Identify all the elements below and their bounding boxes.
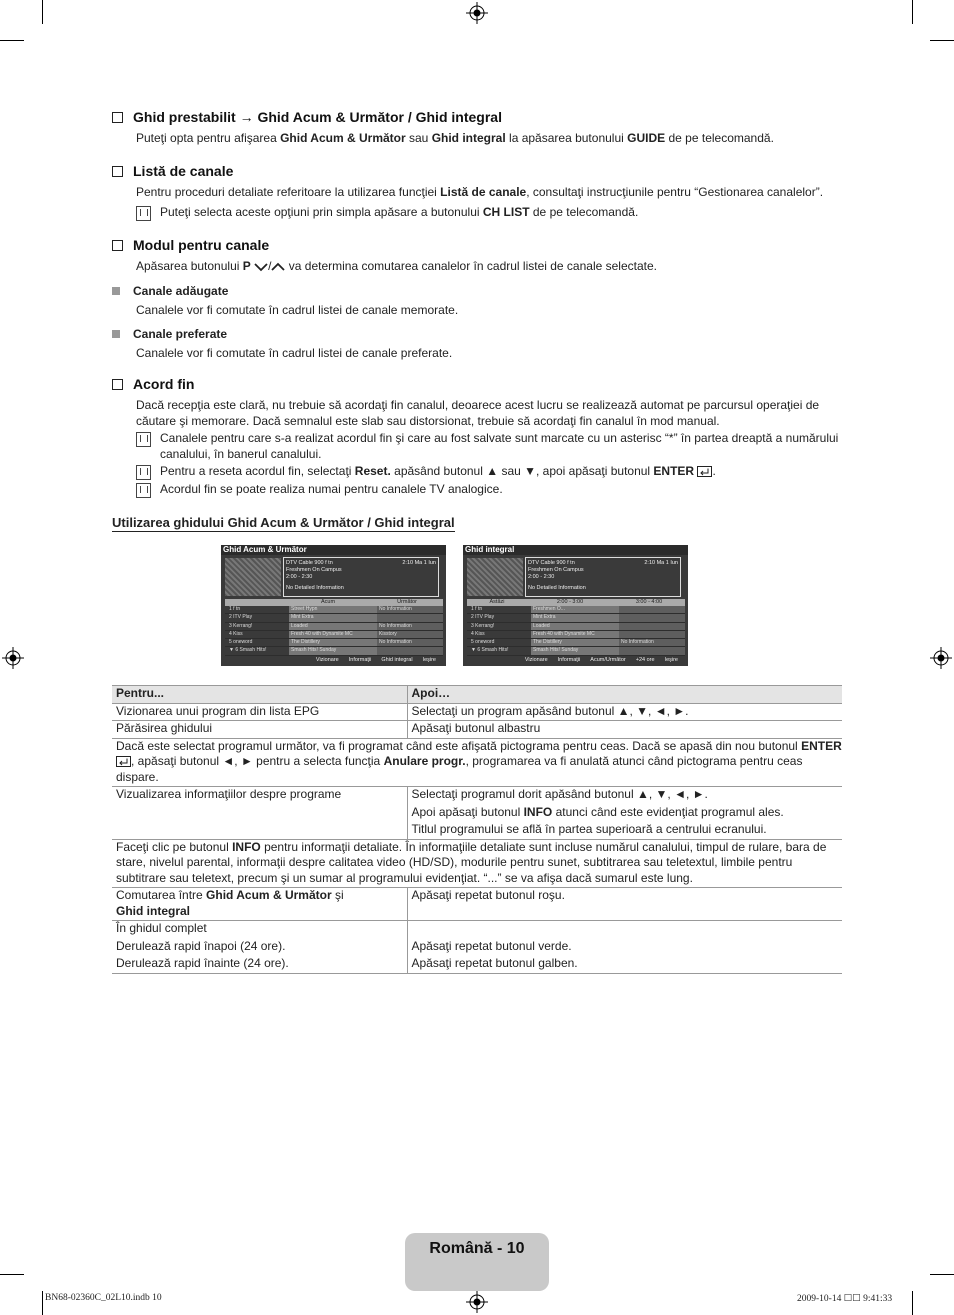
column-header: Următor — [397, 599, 417, 605]
program-title: Freshmen On Campus — [286, 567, 342, 573]
paragraph: Dacă recepţia este clară, nu trebuie să acordaţi fin canalul, deoarece acest lucru se realizează automat pe parcursul operaţiei de căutare şi memorare. Dacă semnalul este slab sau distorsionat, trebuie să acordaţi fin canalul în mod manual. — [136, 398, 820, 428]
column-header: 2:00 - 3:00 — [556, 599, 584, 605]
footer-hint: Acum/Următor — [590, 656, 626, 663]
note — [136, 464, 847, 480]
section-modul-canale — [112, 237, 847, 362]
column-header: 3:00 - 4:00 — [635, 599, 663, 605]
table-cell — [407, 921, 842, 974]
program-now: Mint Extra — [531, 614, 619, 621]
clock: 2:10 Ma 1 Iun — [644, 560, 678, 566]
crop-mark — [912, 0, 913, 24]
epg-row[interactable] — [467, 606, 685, 614]
clock: 2:10 Ma 1 Iun — [402, 560, 436, 566]
program-now: Mint Extra — [289, 614, 377, 621]
bold-text: INFO — [232, 839, 261, 854]
crop-mark — [912, 1291, 913, 1315]
program-now: The Distillery — [289, 639, 377, 646]
section-acord-fin — [112, 376, 847, 498]
program-now: Freshmen O... — [531, 606, 619, 613]
info-header — [528, 560, 678, 567]
registration-mark-icon — [466, 1291, 488, 1313]
subsection-title: Canale adăugate — [133, 283, 229, 298]
section-heading — [112, 109, 847, 125]
text: În ghidul complet — [116, 921, 207, 935]
program-now: Fresh 40 with Dynamite MC — [289, 631, 377, 638]
program-title: Freshmen On Campus — [528, 567, 584, 573]
program-next — [619, 631, 685, 638]
text: de pe telecomandă. — [529, 204, 639, 219]
footer-hint: Informaţii — [557, 656, 581, 663]
text: Puteţi selecta aceste opţiuni prin simpla apăsare a butonului — [160, 204, 483, 219]
checkbox-icon — [112, 379, 123, 390]
subsection-heading — [112, 284, 847, 298]
screen-footer — [221, 655, 446, 664]
bold-text: Ghid integral — [431, 131, 506, 145]
table-cell: Selectaţi un program apăsând butonul ▲, ▼, ◄, ►. — [407, 703, 842, 721]
text: atunci când este evidenţiat programul ales. — [552, 804, 784, 819]
text: Apăsaţi repetat butonul verde. — [411, 938, 572, 953]
note-icon — [136, 465, 151, 480]
note — [136, 431, 847, 462]
text: Selectaţi programul dorit apăsând butonul ▲, ▼, ◄, ►. — [411, 787, 708, 801]
text: , consultaţi instrucţiunile pentru “Gestionarea canalelor”. — [526, 185, 824, 199]
text: Apăsarea butonului — [136, 259, 243, 273]
epg-grid — [467, 599, 685, 656]
note-icon — [136, 206, 151, 221]
epg-row[interactable] — [225, 623, 443, 631]
footer-hint: Ghid integral — [381, 656, 413, 663]
time-slot: 2:00 - 2:30 — [286, 574, 313, 580]
program-next — [377, 647, 443, 654]
footer-hint: Vizionare — [315, 656, 339, 663]
program-next: No Information — [377, 623, 443, 630]
program-now: Smash Hits! Sunday — [289, 647, 377, 654]
bold-text: INFO — [523, 804, 553, 819]
text: Apăsaţi repetat butonul galben. — [411, 956, 578, 970]
bold-text: CH LIST — [482, 204, 530, 219]
section-ghid-prestabilit — [112, 109, 847, 147]
epg-row[interactable] — [225, 606, 443, 614]
enter-icon — [116, 756, 131, 767]
note-text: Canalele pentru care s-a realizat acordul fin şi care au fost salvate sunt marcate cu un asterisc “*” în partea dreaptă a numărului canalului, în banerul canalului. — [160, 431, 839, 461]
text: Titlul programului se află în partea superioară a centrului ecranului. — [411, 822, 767, 836]
text: Pentru a reseta acordul fin, selectaţi — [160, 464, 355, 478]
channel: 5 oneword — [229, 639, 253, 646]
screenshot-ghid-integral — [463, 545, 688, 666]
epg-row[interactable] — [225, 639, 443, 647]
page-label: Română - 10 — [429, 1240, 525, 1257]
grid-header — [467, 599, 685, 606]
time-slot: 2:00 - 2:30 — [528, 574, 555, 580]
epg-row[interactable] — [467, 623, 685, 631]
spacer — [225, 599, 285, 606]
program-details: No Detailed Information — [528, 585, 586, 591]
section-title: Listă de canale — [133, 163, 234, 179]
bold-text: ENTER — [653, 464, 695, 478]
text: la apăsarea butonului — [505, 131, 628, 145]
section-title: Modul pentru canale — [133, 237, 270, 253]
text: Derulează rapid înapoi (24 ore). — [116, 938, 286, 953]
column-header: Astăzi — [489, 599, 505, 605]
bold-text: P — [242, 259, 251, 273]
table-cell: Apăsaţi repetat butonul roşu. — [407, 888, 842, 921]
registration-mark-icon — [466, 2, 488, 24]
footer-hint: Informaţii — [348, 656, 372, 663]
epg-grid — [225, 599, 443, 656]
paragraph: Canalele vor fi comutate în cadrul listei de canale preferate. — [136, 346, 453, 360]
info-header — [286, 560, 436, 567]
note — [136, 205, 847, 221]
table-row — [112, 839, 842, 888]
table-cell — [112, 888, 407, 921]
program-next: No Information — [377, 606, 443, 613]
channel: 3 Kerrang! — [471, 622, 495, 629]
paragraph — [136, 131, 847, 147]
channel: ▼ 6 Smash Hits! — [229, 647, 267, 654]
text: Comutarea între — [116, 888, 207, 902]
text: Derulează rapid înainte (24 ore). — [116, 956, 289, 970]
table-cell: Apăsaţi butonul albastru — [407, 721, 842, 739]
note-icon — [136, 483, 151, 498]
program-now: Loaded — [289, 623, 377, 630]
epg-row[interactable] — [225, 631, 443, 639]
bullet-square-icon — [112, 330, 120, 338]
print-file-info: BN68-02360C_02L10.indb 10 — [45, 1293, 162, 1303]
epg-row[interactable] — [225, 614, 443, 622]
channel: 1 f tn — [471, 606, 483, 612]
note-text: Acordul fin se poate realiza numai pentru canalele TV analogice. — [160, 482, 503, 496]
paragraph: Apăsarea butonului P / va determina comutarea canalelor în cadrul listei de canale selectate. — [136, 259, 657, 273]
program-now: Loaded — [531, 623, 619, 630]
note-text — [160, 205, 638, 221]
checkbox-icon — [112, 166, 123, 177]
text: de pe telecomandă. — [665, 131, 774, 145]
text: Faceţi clic pe butonul — [116, 839, 233, 854]
bold-text: ENTER — [801, 738, 842, 753]
table-cell: Vizualizarea informaţiilor despre programe — [112, 787, 407, 840]
section-heading — [112, 163, 847, 179]
chevron-up-icon — [271, 262, 285, 272]
paragraph — [136, 185, 847, 201]
note — [136, 482, 847, 498]
program-now: Fresh 40 with Dynamite MC — [531, 631, 619, 638]
table-row — [112, 888, 842, 921]
program-now: The Distillery — [531, 639, 619, 646]
section-title: Acord fin — [133, 376, 195, 392]
page-number-badge — [405, 1233, 549, 1291]
bold-text: Reset. — [354, 464, 391, 478]
channel: ▼ 6 Smash Hits! — [471, 647, 509, 654]
column-header: Acum — [320, 599, 336, 605]
table-row — [112, 721, 842, 739]
chevron-down-icon — [254, 262, 268, 272]
table-cell: Părăsirea ghidului — [112, 721, 407, 739]
spacer — [412, 921, 843, 937]
header-cell: Apoi… — [407, 686, 842, 704]
registration-mark-icon — [930, 647, 952, 669]
text: , apăsaţi butonul ◄, ► pentru a selecta funcţia — [131, 754, 384, 768]
checkbox-icon — [112, 112, 123, 123]
section-title: Ghid prestabilit → Ghid Acum & Următor / Ghid integral — [133, 109, 502, 125]
table-cell — [407, 787, 842, 840]
table-cell — [112, 839, 842, 888]
bold-text: GUIDE — [627, 131, 666, 145]
table-cell — [112, 738, 842, 787]
subsection-title-underlined: Utilizarea ghidului Ghid Acum & Următor / Ghid integral — [112, 515, 455, 530]
instructions-table — [112, 685, 842, 974]
footer-hint: +24 ore — [635, 656, 655, 663]
crop-mark — [0, 1274, 24, 1275]
crop-mark — [930, 1274, 954, 1275]
screen-title: Ghid integral — [463, 545, 688, 555]
paragraph: Canalele vor fi comutate în cadrul listei de canale memorate. — [136, 302, 459, 317]
program-info-box — [525, 557, 681, 597]
text: Apoi apăsaţi butonul — [411, 804, 524, 819]
print-date-info: 2009-10-14 ☐☐ 9:41:33 — [797, 1294, 893, 1304]
section-heading — [112, 237, 847, 253]
crop-mark — [930, 40, 954, 41]
bold-text: Listă de canale — [440, 185, 527, 199]
enter-icon — [697, 466, 712, 477]
program-details: No Detailed Information — [286, 585, 344, 591]
screenshot-ghid-acum-urmator — [221, 545, 446, 666]
channel-name: DTV Cable 900 f tn — [286, 560, 333, 566]
screen-title: Ghid Acum & Următor — [221, 545, 446, 555]
table-row — [112, 703, 842, 721]
text — [412, 805, 843, 821]
subsection-title: Canale preferate — [133, 327, 228, 341]
text: va determina comutarea canalelor în cadrul listei de canale selectate. — [285, 259, 657, 273]
program-next — [377, 614, 443, 621]
epg-row[interactable] — [467, 614, 685, 622]
program-next — [619, 614, 685, 621]
crop-mark — [42, 1291, 43, 1315]
table-row — [112, 921, 842, 974]
program-next: No Information — [619, 639, 685, 646]
table-cell — [112, 921, 407, 974]
epg-row[interactable] — [467, 631, 685, 639]
epg-row[interactable] — [467, 639, 685, 647]
program-now: Smash Hits! Sunday — [531, 647, 619, 654]
program-next — [619, 623, 685, 630]
note-icon — [136, 432, 151, 447]
bold-text: Ghid integral — [116, 903, 191, 918]
checkbox-icon — [112, 240, 123, 251]
grid-header — [225, 599, 443, 606]
text: sau — [405, 131, 432, 145]
bold-text: Anulare progr. — [383, 754, 466, 768]
table-cell: Vizionarea unui program din lista EPG — [112, 703, 407, 721]
program-info-box — [283, 557, 439, 597]
header-cell: Pentru... — [112, 686, 407, 704]
screen-footer — [463, 655, 688, 664]
channel: 2 ITV Play — [471, 614, 495, 621]
section-heading — [112, 376, 847, 392]
bold-text: Ghid Acum & Următor — [280, 131, 406, 145]
channel: 1 f tn — [229, 606, 241, 612]
table-header — [112, 686, 842, 704]
channel-name: DTV Cable 900 f tn — [528, 560, 575, 566]
channel: 5 oneword — [471, 639, 495, 646]
bold-text: Ghid Acum & Următor — [206, 888, 332, 902]
video-thumbnail — [225, 558, 281, 596]
subsection-heading — [112, 327, 847, 341]
table-row — [112, 738, 842, 787]
text: . — [712, 464, 716, 478]
program-next: Kisstory — [377, 631, 443, 638]
text: pentru informaţii detaliate. În informaţiile detaliate sunt incluse numărul canalului, timpul de rulare, bara de stare, nivelul parental, informaţii despre calitatea video (HD/SD), modurile pentru sunet, subtitrarea sau teletextul, limbile pentru subtitrare sau teletext, precum şi un sumar al programului evidenţiat. “...” se va afişa dacă sumarul este lung. — [116, 839, 827, 885]
crop-mark — [42, 0, 43, 24]
channel: 4 Kiss — [471, 630, 485, 637]
footer-hint: Vizionare — [524, 656, 548, 663]
text: Puteţi opta pentru afişarea — [136, 131, 281, 145]
footer-hint: Ieşire — [422, 656, 436, 663]
program-next — [619, 647, 685, 654]
text: şi — [331, 888, 344, 902]
table-row — [112, 787, 842, 840]
text: Dacă este selectat programul următor, va fi programat când este afişată pictograma pentru ceas. Dacă se apasă din nou butonul — [116, 738, 802, 753]
section-lista-canale — [112, 163, 847, 221]
registration-mark-icon — [2, 647, 24, 669]
note-text — [160, 464, 716, 480]
program-next — [619, 606, 685, 613]
program-now: Street Hypn — [289, 606, 377, 613]
channel: 2 ITV Play — [229, 614, 253, 621]
text: , programarea va fi anulată atunci când pictograma pentru ceas dispare. — [116, 754, 803, 784]
channel: 3 Kerrang! — [229, 622, 253, 629]
channel: 4 Kiss — [229, 630, 243, 637]
bullet-square-icon — [112, 287, 120, 295]
crop-mark — [0, 40, 24, 41]
footer-hint: Ieşire — [664, 656, 678, 663]
text: apăsând butonul ▲ sau ▼, apoi apăsaţi butonul — [390, 464, 654, 478]
text: Pentru proceduri detaliate referitoare la utilizarea funcţiei — [136, 185, 441, 199]
video-thumbnail — [467, 558, 523, 596]
program-next: No Information — [377, 639, 443, 646]
